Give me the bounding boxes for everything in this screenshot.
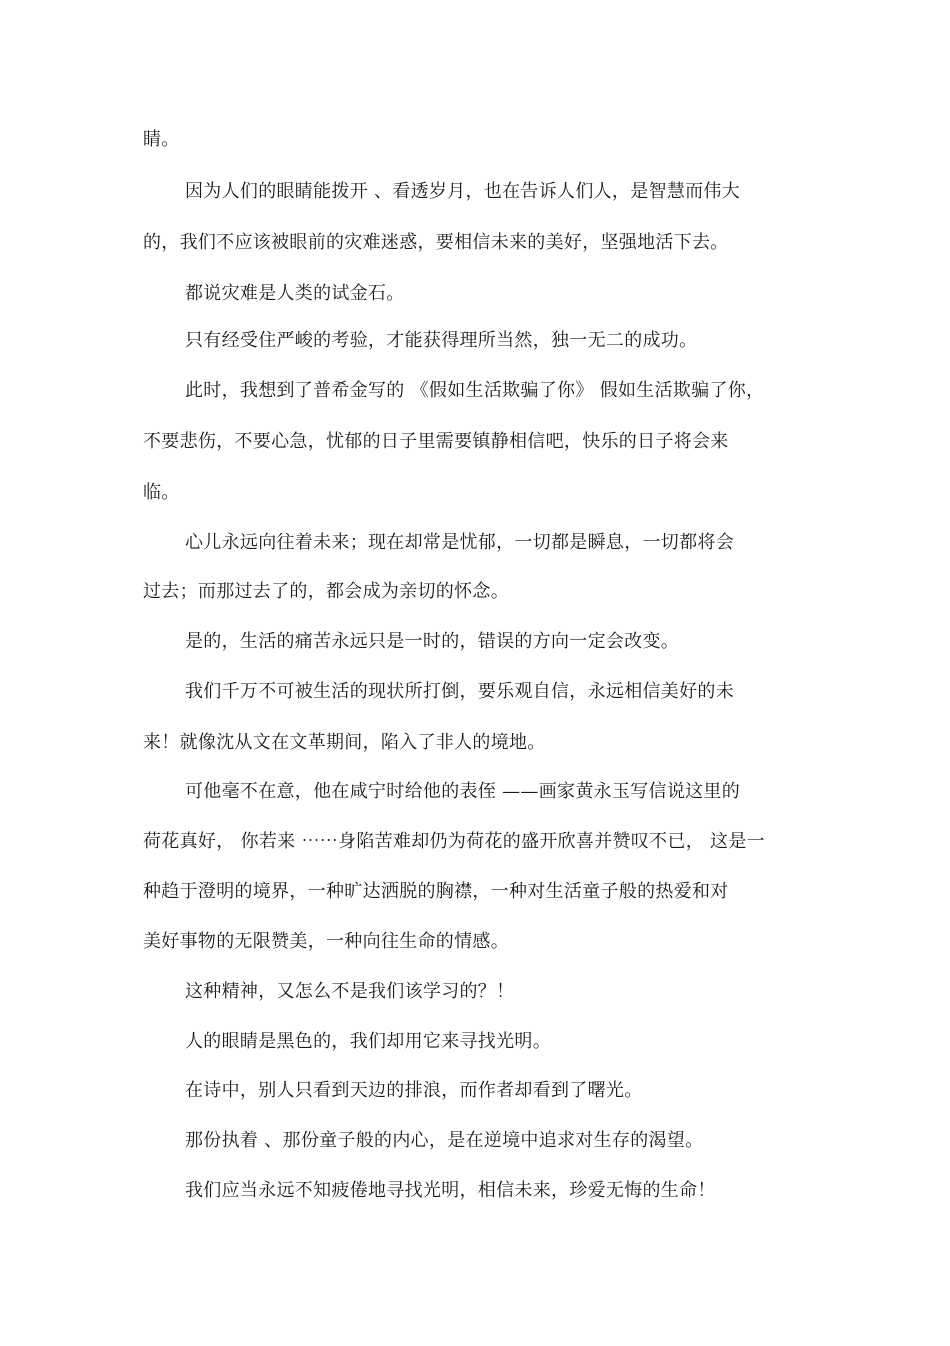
text-line: 我们千万不可被生活的现状所打倒，要乐观自信，永远相信美好的未: [185, 681, 734, 702]
text-line: 荷花真好， 你若来 ⋯⋯身陷苦难却仍为荷花的盛开欣喜并赞叹不已， 这是一: [143, 831, 765, 852]
text-line: 临。: [143, 482, 180, 503]
text-line: 那份执着 、那份童子般的内心，是在逆境中追求对生存的渴望。: [185, 1130, 704, 1151]
text-line: 在诗中，别人只看到天边的排浪，而作者却看到了曙光。: [185, 1080, 643, 1101]
text-line: 此时，我想到了普希金写的 《假如生活欺骗了你》 假如生活欺骗了你，: [185, 380, 765, 401]
text-line: 因为人们的眼睛能拨开 、看透岁月，也在告诉人们人，是智慧而伟大: [185, 181, 741, 202]
text-line: 我们应当永远不知疲倦地寻找光明，相信未来，珍爱无悔的生命！: [185, 1180, 716, 1201]
text-line: 的，我们不应该被眼前的灾难迷惑，要相信未来的美好，坚强地活下去。: [143, 232, 729, 253]
text-line: 可他毫不在意，他在咸宁时给他的表侄 ——画家黄永玉写信说这里的: [185, 781, 741, 802]
text-line: 睛。: [143, 129, 180, 150]
text-line: 人的眼睛是黑色的，我们却用它来寻找光明。: [185, 1031, 551, 1052]
text-line: 来！就像沈从文在文革期间，陷入了非人的境地。: [143, 732, 546, 753]
text-line: 不要悲伤，不要心急，忧郁的日子里需要镇静相信吧，快乐的日子将会来: [143, 431, 729, 452]
text-line: 心儿永远向往着未来；现在却常是忧郁，一切都是瞬息，一切都将会: [185, 532, 734, 553]
text-line: 美好事物的无限赞美，一种向往生命的情感。: [143, 931, 509, 952]
text-line: 这种精神，又怎么不是我们该学习的？！: [185, 981, 515, 1002]
text-line: 都说灾难是人类的试金石。: [185, 283, 405, 304]
text-line: 过去；而那过去了的，都会成为亲切的怀念。: [143, 581, 509, 602]
text-line: 只有经受住严峻的考验，才能获得理所当然，独一无二的成功。: [185, 330, 698, 351]
text-line: 种趋于澄明的境界，一种旷达洒脱的胸襟，一种对生活童子般的热爱和对: [143, 881, 729, 902]
text-line: 是的，生活的痛苦永远只是一时的，错误的方向一定会改变。: [185, 631, 680, 652]
